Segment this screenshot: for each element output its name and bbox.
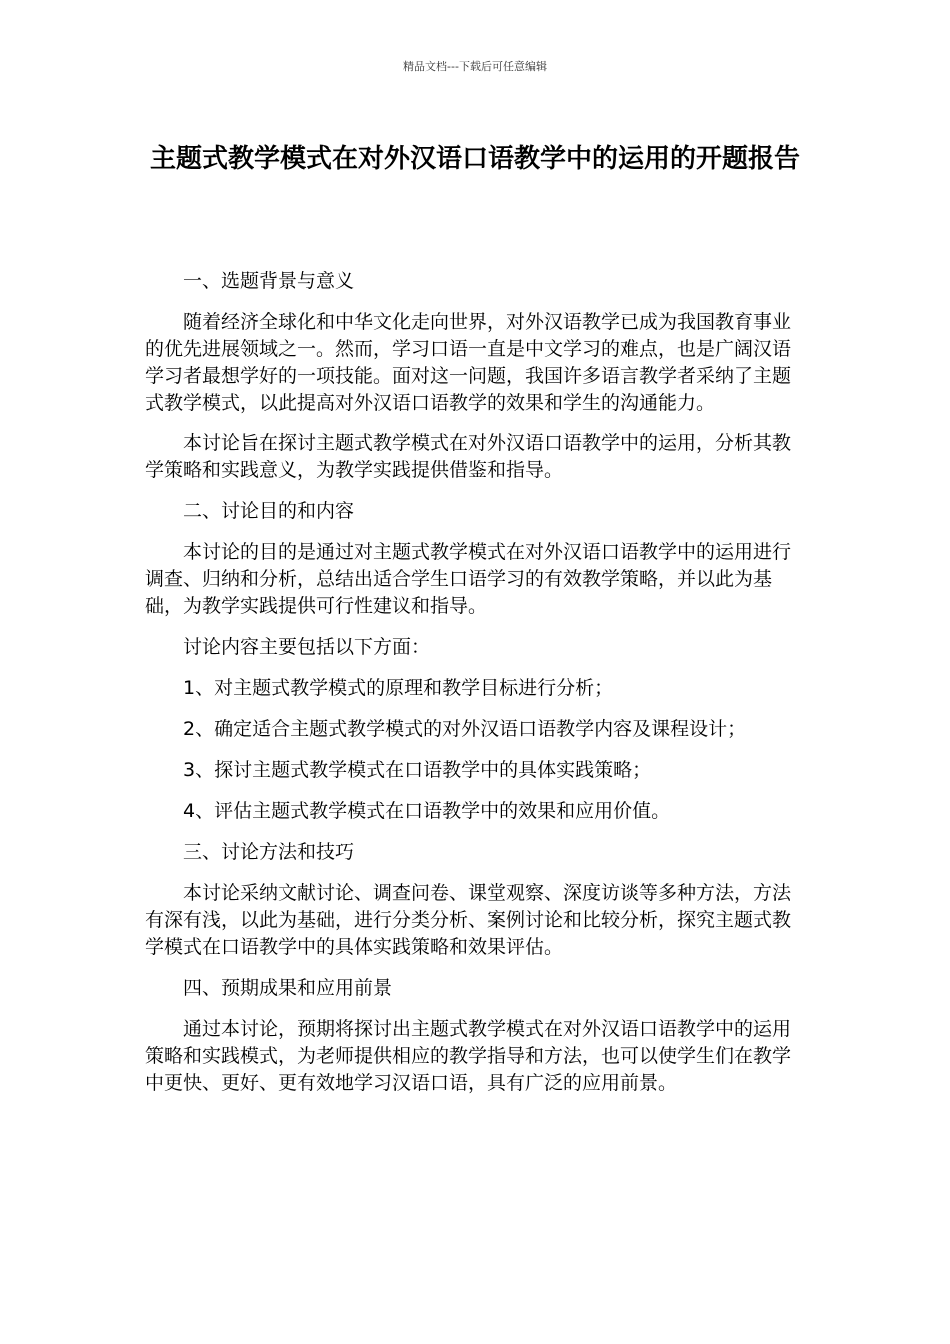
section-4-paragraph-1: 通过本讨论，预期将探讨出主题式教学模式在对外汉语口语教学中的运用策略和实践模式，为老师提供相应的教学指导和方法，也可以使学生们在教学中更快、更好、更有效地学习汉语口语，具有广泛的应用前景。 <box>145 1018 792 1094</box>
section-heading-1: 一、选题背景与意义 <box>183 270 355 292</box>
section-heading-4: 四、预期成果和应用前景 <box>183 977 393 999</box>
section-1-paragraph-1: 随着经济全球化和中华文化走向世界，对外汉语教学已成为我国教育事业的优先进展领域之一。然而，学习口语一直是中文学习的难点，也是广阔汉语学习者最想学好的一项技能。面对这一问题，我国许多语言教学者采纳了主题式教学模式，以此提高对外汉语口语教学的效果和学生的沟通能力。 <box>145 311 792 414</box>
list-item: 1、对主题式教学模式的原理和教学目标进行分析； <box>183 677 614 699</box>
document-title: 主题式教学模式在对外汉语口语教学中的运用的开题报告 <box>149 144 800 174</box>
header-note: 精品文档---下载后可任意编辑 <box>403 60 547 73</box>
section-heading-2: 二、讨论目的和内容 <box>183 500 355 522</box>
section-heading-3: 三、讨论方法和技巧 <box>183 841 355 863</box>
list-item: 3、探讨主题式教学模式在口语教学中的具体实践策略； <box>183 759 652 781</box>
section-2-paragraph-2: 讨论内容主要包括以下方面： <box>183 636 431 658</box>
section-1-paragraph-2: 本讨论旨在探讨主题式教学模式在对外汉语口语教学中的运用，分析其教学策略和实践意义，为教学实践提供借鉴和指导。 <box>145 432 792 481</box>
section-3-paragraph-1: 本讨论采纳文献讨论、调查问卷、课堂观察、深度访谈等多种方法，方法有深有浅，以此为基础，进行分类分析、案例讨论和比较分析，探究主题式教学模式在口语教学中的具体实践策略和效果评估。 <box>145 882 792 958</box>
document-body <box>145 268 800 1097</box>
section-2-paragraph-1: 本讨论的目的是通过对主题式教学模式在对外汉语口语教学中的运用进行调查、归纳和分析，总结出适合学生口语学习的有效教学策略，并以此为基础，为教学实践提供可行性建议和指导。 <box>145 541 792 617</box>
list-item: 2、确定适合主题式教学模式的对外汉语口语教学内容及课程设计； <box>183 718 747 740</box>
list-item: 4、评估主题式教学模式在口语教学中的效果和应用价值。 <box>183 800 671 822</box>
